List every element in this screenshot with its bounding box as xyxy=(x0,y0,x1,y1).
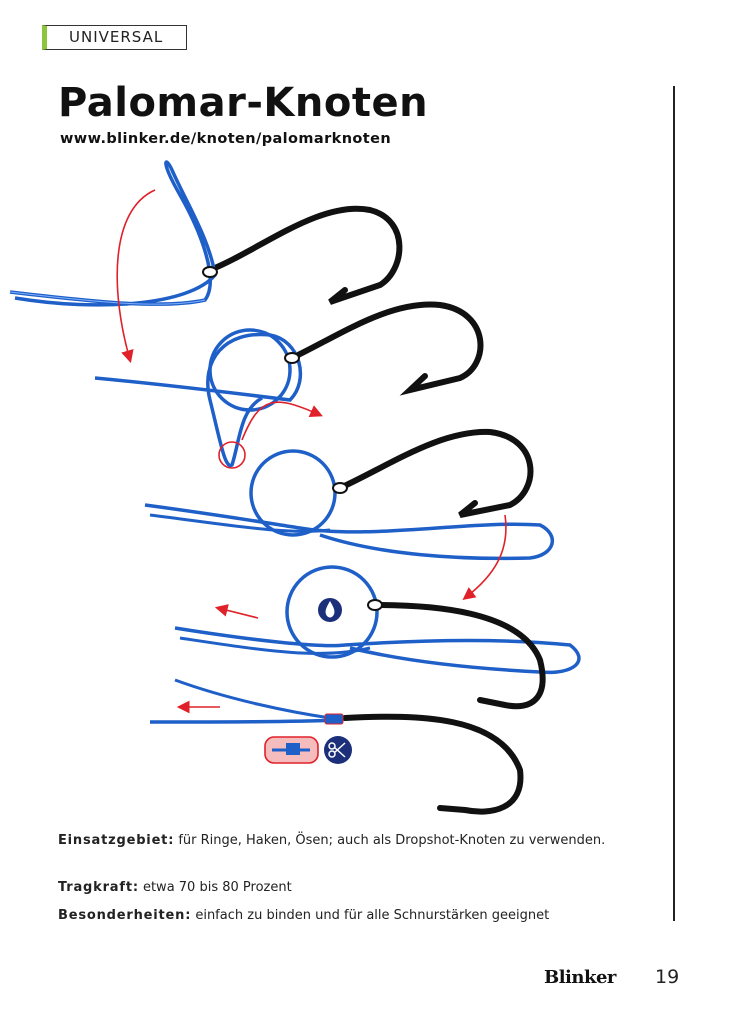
page-number: 19 xyxy=(655,966,680,988)
line-1 xyxy=(10,162,215,305)
step-5 xyxy=(150,680,520,812)
arrow-4 xyxy=(218,608,258,618)
einsatz-text: für Ringe, Haken, Ösen; auch als Dropshot-Knoten zu verwenden. xyxy=(174,833,606,848)
knot-url-link[interactable]: www.blinker.de/knoten/palomarknoten xyxy=(60,131,392,147)
einsatz-label: Einsatzgebiet: xyxy=(58,833,175,848)
info-besonderheiten xyxy=(58,906,618,925)
hook-2 xyxy=(292,305,480,390)
line-5 xyxy=(150,720,340,722)
scissors-icon xyxy=(324,736,352,764)
tragkraft-text: etwa 70 bis 80 Prozent xyxy=(138,880,292,895)
page-title: Palomar-Knoten xyxy=(58,80,429,126)
step-2 xyxy=(95,305,480,468)
besonder-label: Besonderheiten: xyxy=(58,908,192,923)
brand-logo: Blinker xyxy=(544,967,616,988)
water-drop-icon xyxy=(318,598,342,622)
hook-3 xyxy=(340,432,530,515)
hook-1 xyxy=(210,209,399,302)
step-3 xyxy=(145,432,552,598)
besonder-text: einfach zu binden und für alle Schnurstärken geeignet xyxy=(191,908,550,923)
category-tag: UNIVERSAL xyxy=(42,25,187,50)
tragkraft-label: Tragkraft: xyxy=(58,880,139,895)
arrow-2 xyxy=(242,402,320,440)
arrow-1 xyxy=(117,190,155,360)
line-3 xyxy=(145,505,552,558)
info-einsatzgebiet xyxy=(58,831,618,850)
step-4 xyxy=(175,567,579,706)
hook-4 xyxy=(375,605,543,706)
info-tragkraft xyxy=(58,878,618,897)
line-2 xyxy=(95,334,300,465)
hook-5 xyxy=(345,717,520,812)
knot-illustration xyxy=(0,150,746,830)
